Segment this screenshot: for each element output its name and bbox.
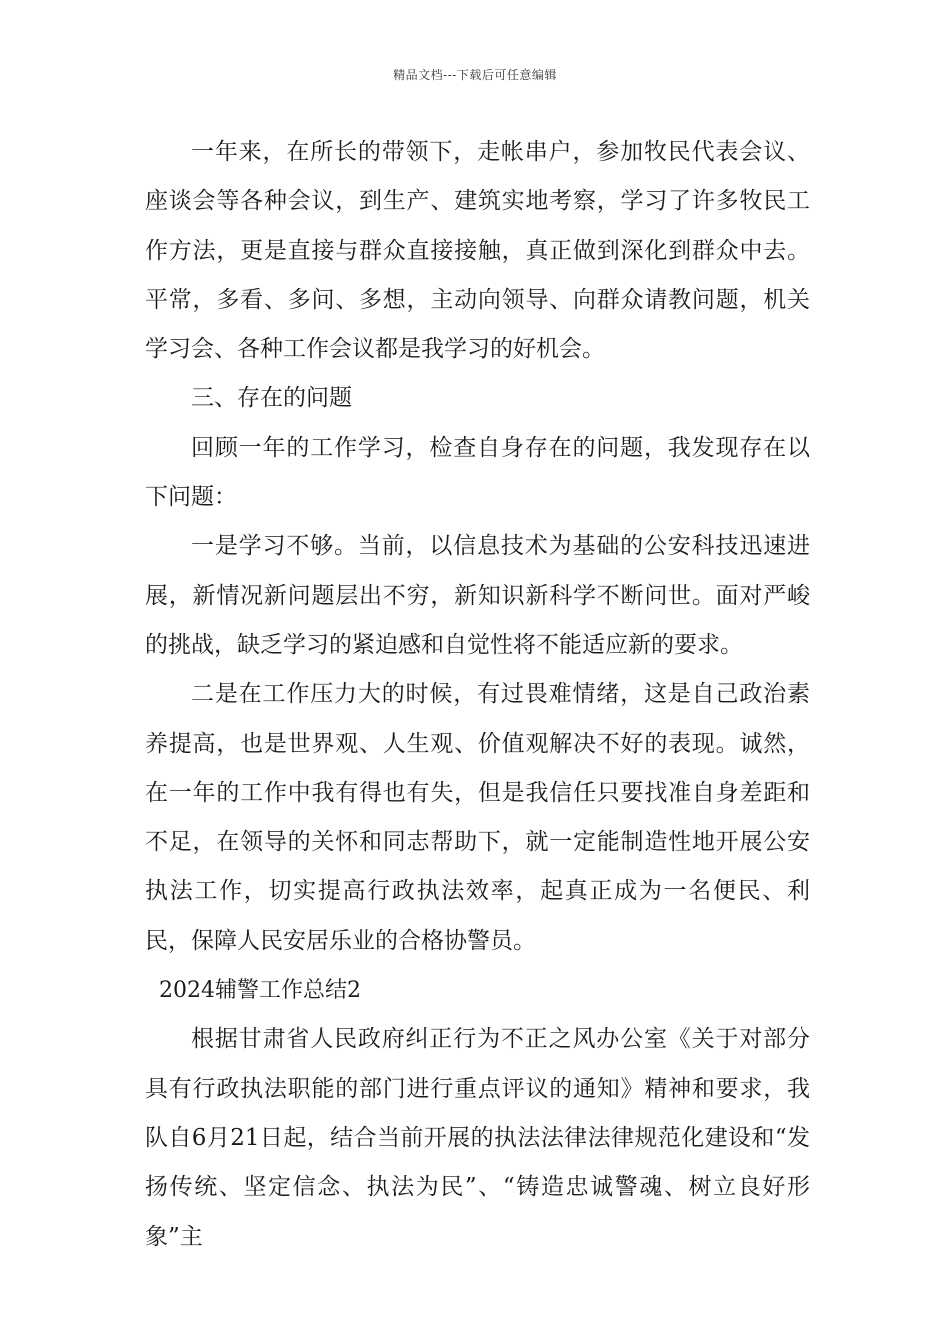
- document-body: [145, 128, 810, 1262]
- paragraph-evaluation-notice: 根据甘肃省人民政府纠正行为不正之风办公室《关于对部分具有行政执法职能的部门进行重点评议的通知》精神和要求，我队自6月21日起，结合当前开展的执法法律法律规范化建设和“发扬传统、坚定信念、执法为民”、“铸造忠诚警魂、树立良好形象”主: [145, 1026, 810, 1250]
- document-subtitle: 2024辅警工作总结2: [159, 978, 361, 1004]
- paragraph-problem-two: 二是在工作压力大的时候，有过畏难情绪，这是自己政治素养提高，也是世界观、人生观、价值观解决不好的表现。诚然，在一年的工作中我有得也有失，但是我信任只要找准自身差距和不足，在领导的关怀和同志帮助下，就一定能制造性地开展公安执法工作，切实提高行政执法效率，起真正成为一名便民、利民，保障人民安居乐业的合格协警员。: [145, 681, 810, 954]
- paragraph-study-experience: 一年来，在所长的带领下，走帐串户，参加牧民代表会议、座谈会等各种会议，到生产、建筑实地考察，学习了许多牧民工作方法，更是直接与群众直接接触，真正做到深化到群众中去。平常，多看、多问、多想，主动向领导、向群众请教问题，机关学习会、各种工作会议都是我学习的好机会。: [145, 139, 810, 363]
- paragraph-problem-one: 一是学习不够。当前，以信息技术为基础的公安科技迅速进展，新情况新问题层出不穷，新知识新科学不断问世。面对严峻的挑战，缺乏学习的紧迫感和自觉性将不能适应新的要求。: [145, 533, 810, 658]
- page-header: 精品文档---下载后可任意编辑: [393, 68, 557, 82]
- section-heading-problems: 三、存在的问题: [191, 385, 352, 412]
- paragraph-review-intro: 回顾一年的工作学习，检查自身存在的问题，我发现存在以下问题：: [145, 434, 810, 511]
